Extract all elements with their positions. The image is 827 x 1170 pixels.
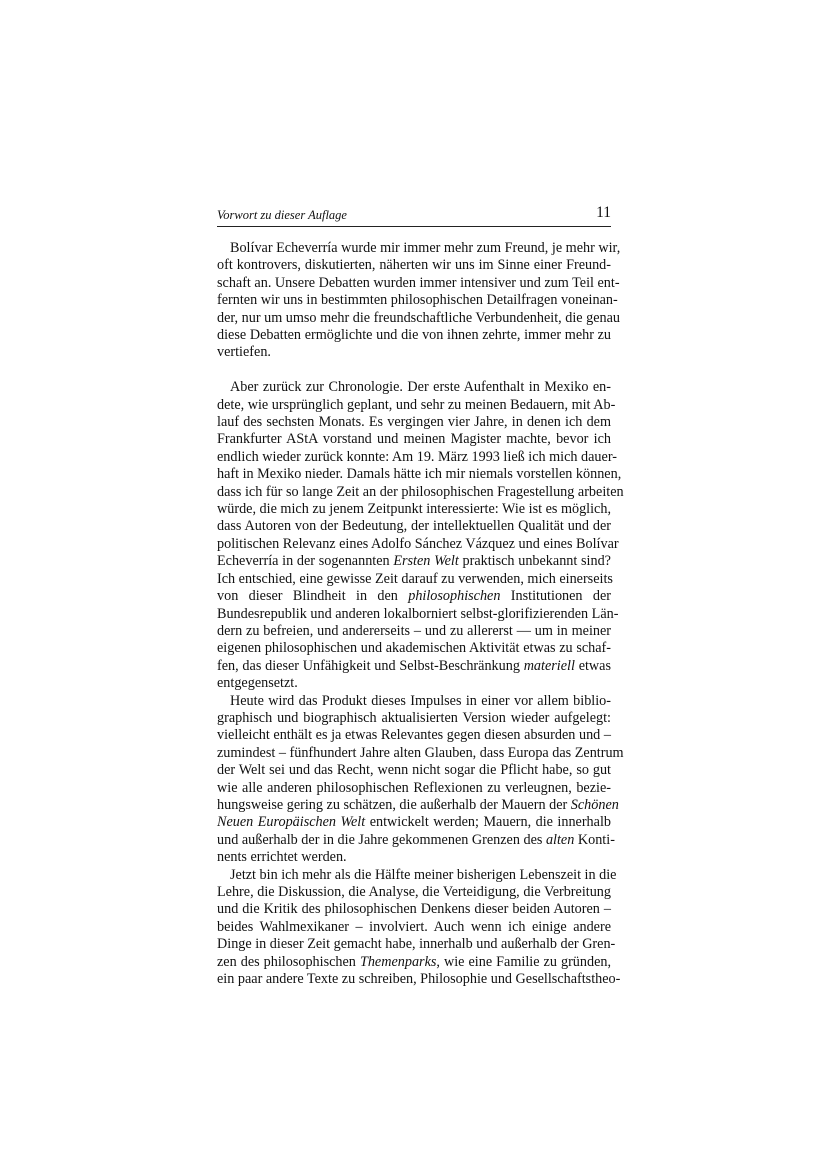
text-segment: lauf des sechsten Monats. Es vergingen vier Jahre, in denen ich dem — [217, 414, 611, 431]
text-line — [217, 379, 611, 396]
text-segment: fen, das dieser Unfähigkeit und Selbst-Beschränkung — [217, 657, 524, 674]
text-segment: von dieser Blindheit in den — [217, 588, 409, 605]
text-line — [217, 971, 621, 988]
text-line — [217, 588, 611, 605]
paragraph — [217, 379, 624, 692]
text-line — [217, 414, 611, 431]
text-segment: Heute wird das Produkt dieses Impulses in einer vor allem biblio- — [230, 692, 611, 709]
text-segment: vertiefen. — [217, 344, 271, 361]
text-line — [217, 518, 611, 535]
italic-phrase: Ersten Welt — [393, 553, 459, 570]
text-line — [217, 901, 611, 918]
text-line — [217, 796, 619, 814]
text-segment: schaft an. Unsere Debatten wurden immer intensiver und zum Teil ent- — [217, 274, 620, 291]
text-line — [217, 327, 611, 344]
text-line — [217, 466, 622, 483]
text-line — [217, 849, 611, 866]
text-line — [217, 727, 611, 744]
text-segment: ein paar andere Texte zu schreiben, Philosophie und Gesellschaftstheo- — [217, 971, 621, 988]
text-line — [217, 605, 619, 623]
text-line — [217, 501, 611, 518]
text-segment: Jetzt bin ich mehr als die Hälfte meiner bisherigen Lebenszeit in die — [230, 866, 617, 883]
paragraph — [217, 240, 621, 362]
text-segment: graphisch und biographisch aktualisierten Version wieder aufgelegt: — [217, 709, 611, 726]
text-line — [217, 780, 611, 797]
text-segment: fernten wir uns in bestimmten philosophischen Detailfragen voneinan- — [217, 292, 618, 309]
text-segment: Dinge in dieser Zeit gemacht habe, innerhalb und außerhalb der Gren- — [217, 936, 616, 953]
text-line — [217, 658, 611, 675]
page-number: 11 — [596, 204, 611, 221]
italic-phrase: Schönen — [570, 796, 619, 813]
text-segment: diese Debatten ermöglichte und die von ihnen zehrte, immer mehr zu — [217, 327, 611, 344]
text-segment: der, nur um umso mehr die freundschaftliche Verbundenheit, die genau — [217, 309, 620, 326]
text-segment: dass Autoren von der Bedeutung, der intellektuellen Qualität und der — [217, 518, 611, 535]
text-segment: dete, wie ursprünglich geplant, und sehr zu meinen Bedauern, mit Ab- — [217, 396, 616, 413]
text-segment: dern zu befreien, und andererseits – und zu allererst — um in meiner — [217, 622, 611, 639]
text-line — [217, 623, 611, 640]
text-segment: Lehre, die Diskussion, die Analyse, die Verteidigung, die Verbreitung — [217, 884, 611, 901]
text-segment: dass ich für so lange Zeit an der philosophischen Fragestellung arbeiten — [217, 483, 624, 500]
running-header-title: Vorwort zu dieser Auflage — [217, 208, 347, 222]
text-segment: beides Wahlmexikaner – involviert. Auch wenn ich einige andere — [217, 918, 611, 935]
text-segment: Institutionen der — [500, 588, 611, 605]
text-line — [217, 919, 611, 936]
text-line — [217, 954, 611, 971]
text-line — [217, 257, 611, 274]
text-segment: Bolívar Echeverría wurde mir immer mehr zum Freund, je mehr wir, — [230, 240, 621, 256]
running-header — [217, 204, 611, 227]
italic-phrase: materiell — [523, 657, 575, 674]
text-segment: und die Kritik des philosophischen Denkens dieser beiden Autoren – — [217, 901, 611, 918]
text-line — [217, 936, 616, 953]
text-segment: und außerhalb der in die Jahre gekommenen Grenzen des — [217, 831, 546, 848]
text-line — [217, 344, 611, 361]
paragraph — [217, 866, 621, 989]
text-segment: Konti- — [574, 831, 615, 848]
text-segment: vielleicht enthält es ja etwas Relevantes gegen diesen absurden und – — [217, 727, 611, 744]
text-segment: eigenen philosophischen und akademischen Aktivität etwas zu schaf- — [217, 640, 611, 657]
text-line — [217, 675, 611, 692]
text-segment: , wie eine Familie zu gründen, — [436, 953, 612, 970]
text-line — [217, 866, 617, 884]
text-segment: der Welt sei und das Recht, wenn nicht sogar die Pflicht habe, so gut — [217, 762, 611, 779]
text-line — [217, 396, 616, 414]
text-segment: Ich entschied, eine gewisse Zeit darauf zu verwenden, mich einerseits — [217, 570, 613, 587]
text-line — [217, 814, 611, 831]
text-line — [217, 292, 618, 309]
text-segment: etwas — [574, 657, 611, 674]
paragraph — [217, 692, 624, 867]
italic-phrase: alten — [545, 831, 575, 848]
book-page — [217, 204, 624, 988]
text-segment: endlich wieder zurück konnte: Am 19. März 1993 ließ ich mich dauer- — [217, 448, 617, 465]
text-segment: praktisch unbekannt sind? — [458, 553, 611, 570]
text-segment: hungsweise gering zu schätzen, die außerhalb der Mauern der — [217, 796, 571, 813]
text-line — [217, 274, 620, 292]
text-line — [217, 762, 611, 779]
text-segment: Aber zurück zur Chronologie. Der erste Aufenthalt in Mexiko en- — [230, 379, 611, 396]
italic-phrase: philosophischen — [408, 588, 501, 605]
text-segment: Echeverría in der sogenannten — [217, 553, 394, 570]
text-segment: politischen Relevanz eines Adolfo Sánchez Vázquez und eines Bolívar — [217, 535, 619, 552]
text-segment: Frankfurter AStA vorstand und meinen Magister machte, bevor ich — [217, 431, 611, 448]
text-line — [217, 240, 621, 257]
text-line — [217, 693, 611, 710]
text-segment: haft in Mexiko nieder. Damals hätte ich mir niemals vorstellen können, — [217, 466, 622, 483]
text-segment: entwickelt werden; Mauern, die innerhalb — [365, 814, 611, 831]
text-line — [217, 710, 611, 727]
text-line — [217, 309, 620, 327]
text-segment: oft kontrovers, diskutierten, näherten wir uns im Sinne einer Freund- — [217, 257, 611, 274]
text-line — [217, 640, 611, 657]
text-segment: nents errichtet werden. — [217, 849, 347, 866]
italic-phrase: Neuen Europäischen Welt — [217, 814, 366, 831]
text-line — [217, 884, 611, 901]
text-segment: würde, die mich zu jenem Zeitpunkt interessierte: Wie ist es möglich, — [217, 501, 611, 518]
text-segment: zen des philosophischen — [217, 953, 360, 970]
text-line — [217, 448, 617, 466]
text-segment: entgegensetzt. — [217, 675, 298, 692]
italic-phrase: Themenparks — [359, 953, 437, 970]
text-line — [217, 744, 624, 762]
text-line — [217, 831, 615, 849]
text-line — [217, 571, 611, 588]
text-line — [217, 553, 611, 570]
text-line — [217, 431, 611, 448]
text-segment: Bundesrepublik und anderen lokalborniert selbst-glorifizierenden Län- — [217, 605, 619, 622]
body-text — [217, 240, 624, 988]
text-line — [217, 535, 619, 553]
text-segment: zumindest – fünfhundert Jahre alten Glauben, dass Europa das Zentrum — [217, 744, 624, 761]
text-line — [217, 483, 624, 501]
text-segment: wie alle anderen philosophischen Reflexionen zu verleugnen, bezie- — [217, 779, 611, 796]
